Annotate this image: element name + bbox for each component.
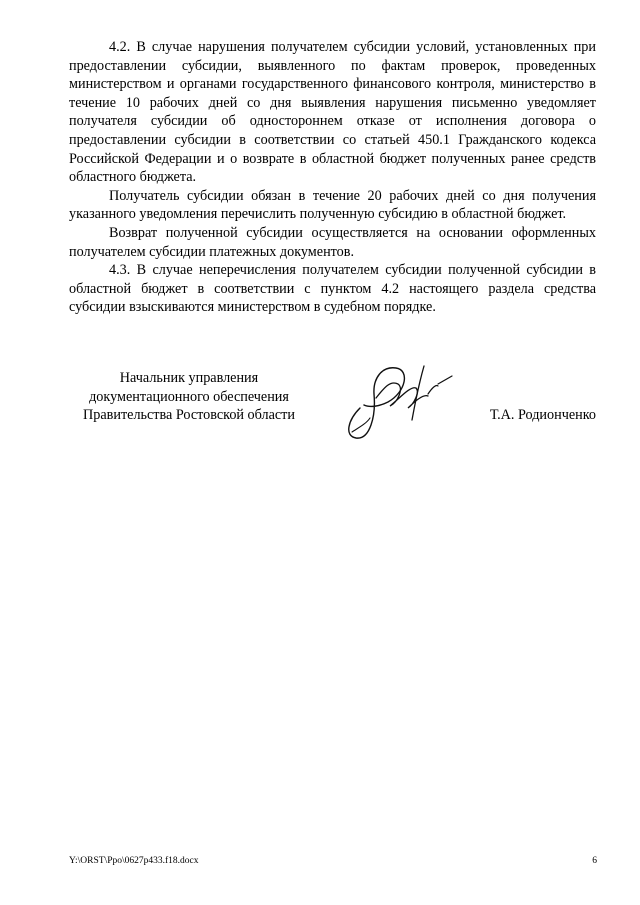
signatory-title [69, 369, 309, 425]
signer-name: Т.А. Родионченко [489, 407, 596, 423]
paragraph-4-2: 4.2. В случае нарушения получателем субсидии условий, установленных при предоставлении субсидии, выявленного по фактам проверок, проведенных министерством и органами государственного финансового контроля, министерство в течение 10 рабочих дней со дня выявления нарушения письменно уведомляет получателя субсидии об одностороннем отказе от исполнения договора о предоставлении субсидии в соответствии со статьей 450.1 Гражданского кодекса Российской Федерации и о возврате в областной бюджет полученных ранее средств областного бюджета. [69, 39, 596, 186]
paragraph-refund-basis: Возврат полученной субсидии осуществляется на основании оформленных получателем субсидии платежных документов. [69, 224, 596, 260]
paragraph-4-3: 4.3. В случае неперечисления получателем субсидии полученной субсидии в областной бюджет в соответствии с пунктом 4.2 настоящего раздела средства субсидии взыскиваются министерством в судебном порядке. [69, 262, 596, 316]
handwritten-signature [340, 358, 460, 440]
signatory-title-line: Начальник управления [119, 370, 259, 386]
paragraph-refund-obligation: Получатель субсидии обязан в течение 20 рабочих дней со дня получения указанного уведомления перечислить полученную субсидию в областной бюджет. [69, 187, 596, 223]
signatory-title-line: Правительства Ростовской области [83, 407, 295, 424]
document-body [69, 38, 596, 317]
page-number: 6 [592, 856, 597, 866]
footer-file-path: Y:\ORST\Ppo\0627p433.f18.docx [69, 856, 199, 866]
signatory-title-line: документационного обеспечения [89, 388, 289, 405]
